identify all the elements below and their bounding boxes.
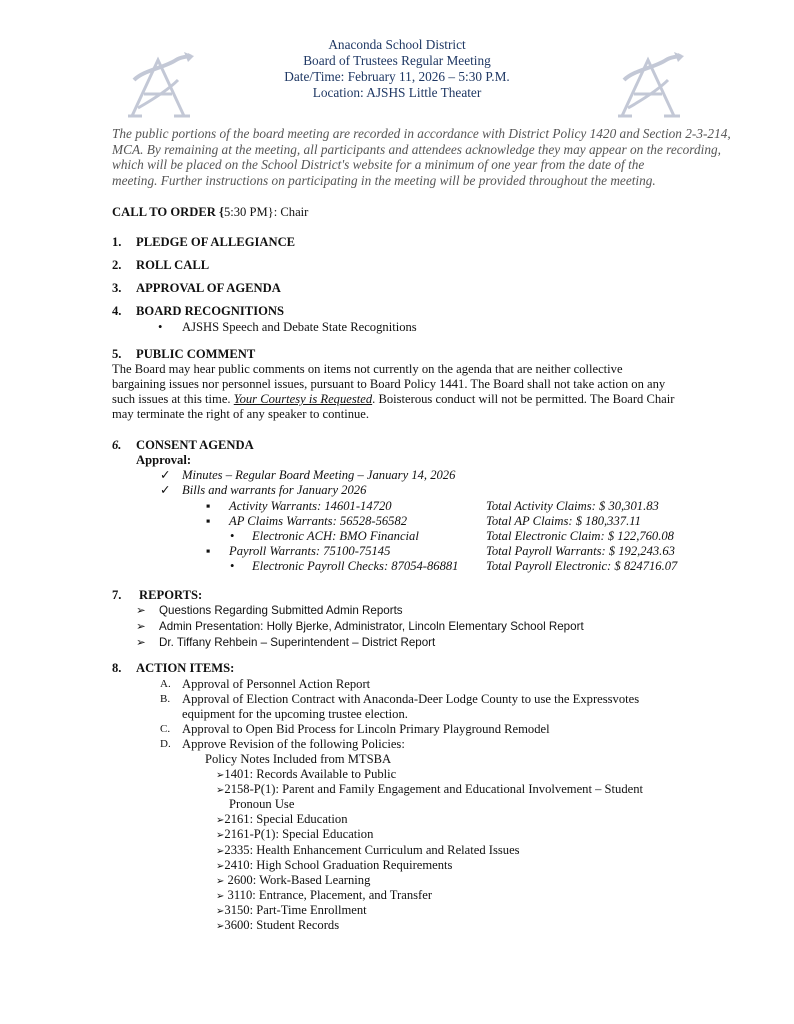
item-title-pledge: PLEDGE OF ALLEGIANCE	[136, 235, 296, 249]
report-item: Dr. Tiffany Rehbein – Superintendent – District Report	[159, 636, 436, 649]
item-number: 4.	[112, 304, 122, 318]
warrant-label: AP Claims Warrants: 56528-56582	[229, 514, 408, 528]
consent-item-minutes: Minutes – Regular Board Meeting – January 14, 2026	[182, 468, 456, 482]
meeting-location: Location: AJSHS Little Theater	[312, 85, 482, 100]
meeting-title: Board of Trustees Regular Meeting	[303, 53, 491, 68]
arrow-bullet-icon: ➢	[216, 830, 225, 841]
meeting-datetime: Date/Time: February 11, 2026 – 5:30 P.M.	[284, 69, 510, 84]
header	[200, 37, 594, 101]
policy-item: ➢2161: Special Education	[216, 812, 348, 826]
district-name: Anaconda School District	[328, 37, 466, 52]
recognition-item: AJSHS Speech and Debate State Recognitions	[182, 320, 417, 334]
arrow-bullet-icon: ➢	[216, 785, 225, 796]
item-number: 8.	[112, 661, 122, 675]
policy-item: ➢3150: Part-Time Enrollment	[216, 903, 367, 917]
action-item: Approve Revision of the following Policies:	[182, 737, 405, 751]
action-item: Approval to Open Bid Process for Lincoln Primary Playground Remodel	[182, 722, 550, 736]
consent-item-bills: Bills and warrants for January 2026	[182, 483, 367, 497]
sub-letter: D.	[160, 738, 171, 750]
call-to-order: CALL TO ORDER {5:30 PM}: Chair	[112, 205, 309, 219]
item-number: 3.	[112, 281, 122, 295]
item-number: 2.	[112, 258, 122, 272]
square-bullet-icon: ▪	[206, 514, 211, 528]
arrow-bullet-icon: ➢	[216, 876, 225, 887]
item-number: 7.	[112, 588, 122, 602]
notice-line: MCA. By remaining at the meeting, all participants and attendees acknowledge they may appear on the recording,	[112, 141, 721, 157]
item-title-public-comment: PUBLIC COMMENT	[136, 347, 256, 361]
policy-item: ➢2158-P(1): Parent and Family Engagement and Educational Involvement – Student	[216, 782, 644, 796]
warrant-label: Activity Warrants: 14601-14720	[229, 499, 392, 513]
policy-item-cont: Pronoun Use	[229, 797, 295, 811]
report-item: Questions Regarding Submitted Admin Reports	[159, 604, 403, 617]
square-bullet-icon: ▪	[206, 544, 211, 558]
report-item: Admin Presentation: Holly Bjerke, Administrator, Lincoln Elementary School Report	[159, 620, 584, 633]
recording-notice	[112, 126, 731, 188]
approval-label: Approval:	[136, 453, 192, 467]
action-item: Approval of Election Contract with Anaconda-Deer Lodge County to use the Expressvotes	[182, 692, 640, 706]
policy-note: Policy Notes Included from MTSBA	[205, 752, 392, 766]
policy-item: ➢ 2600: Work-Based Learning	[216, 873, 371, 887]
square-bullet-icon: ▪	[206, 499, 211, 513]
item-number: 6.	[112, 438, 122, 452]
arrow-bullet-icon: ➢	[216, 861, 225, 872]
arrow-bullet-icon: ➢	[216, 906, 225, 917]
anaconda-logo-right-icon	[614, 50, 686, 120]
bullet-icon: •	[158, 320, 163, 334]
courtesy-notice: Your Courtesy is Requested	[233, 392, 373, 406]
warrant-total: Total AP Claims: $ 180,337.11	[486, 514, 641, 528]
check-icon: ✓	[160, 483, 171, 497]
public-comment-text: such issues at this time. Your Courtesy is Requested. Boisterous conduct will not be permitted. The Board Chair	[112, 392, 675, 406]
item-title-action-items: ACTION ITEMS:	[136, 661, 235, 675]
arrow-bullet-icon: ➢	[136, 604, 146, 617]
warrant-label: Payroll Warrants: 75100-75145	[229, 544, 391, 558]
warrant-total: Total Activity Claims: $ 30,301.83	[486, 499, 659, 513]
policy-item: ➢3600: Student Records	[216, 918, 340, 932]
policy-item: ➢ 3110: Entrance, Placement, and Transfer	[216, 888, 433, 902]
arrow-bullet-icon: ➢	[216, 891, 225, 902]
policy-item: ➢1401: Records Available to Public	[216, 767, 397, 781]
item-title-consent-agenda: CONSENT AGENDA	[136, 438, 254, 452]
warrant-label: Electronic ACH: BMO Financial	[252, 529, 419, 543]
item-number: 1.	[112, 235, 122, 249]
warrant-total: Total Payroll Electronic: $ 824716.07	[486, 559, 678, 573]
arrow-bullet-icon: ➢	[136, 620, 146, 633]
public-comment-text: bargaining issues nor personnel issues, pursuant to Board Policy 1441. The Board shall not take action on any	[112, 377, 666, 391]
arrow-bullet-icon: ➢	[136, 636, 146, 649]
action-item-cont: equipment for the upcoming trustee election.	[182, 707, 408, 721]
bullet-icon: •	[230, 559, 235, 573]
public-comment-text: The Board may hear public comments on items not currently on the agenda that are neither collective	[112, 362, 623, 376]
check-icon: ✓	[160, 468, 171, 482]
item-title-approval-agenda: APPROVAL OF AGENDA	[136, 281, 281, 295]
policy-item: ➢2335: Health Enhancement Curriculum and Related Issues	[216, 843, 520, 857]
arrow-bullet-icon: ➢	[216, 770, 225, 781]
warrant-total: Total Payroll Warrants: $ 192,243.63	[486, 544, 675, 558]
notice-line: The public portions of the board meeting are recorded in accordance with District Policy 1420 and Section 2-3-214,	[112, 126, 731, 141]
anaconda-logo-left-icon	[124, 50, 196, 120]
sub-letter: A.	[160, 678, 171, 690]
arrow-bullet-icon: ➢	[216, 921, 225, 932]
notice-line: which will be placed on the School District's website for a minimum of one year from the date of the	[112, 157, 645, 173]
item-title-board-recognitions: BOARD RECOGNITIONS	[136, 304, 285, 318]
warrant-label: Electronic Payroll Checks: 87054-86881	[252, 559, 459, 573]
arrow-bullet-icon: ➢	[216, 815, 225, 826]
notice-line: meeting. Further instructions on participating in the meeting will be provided throughout the meeting.	[112, 172, 656, 188]
warrant-total: Total Electronic Claim: $ 122,760.08	[486, 529, 674, 543]
arrow-bullet-icon: ➢	[216, 846, 225, 857]
action-item: Approval of Personnel Action Report	[182, 677, 371, 691]
sub-letter: C.	[160, 723, 171, 735]
policy-item: ➢2161-P(1): Special Education	[216, 827, 374, 841]
item-title-reports: REPORTS:	[139, 588, 203, 602]
item-number: 5.	[112, 347, 122, 361]
bullet-icon: •	[230, 529, 235, 543]
item-title-roll-call: ROLL CALL	[136, 258, 210, 272]
policy-item: ➢2410: High School Graduation Requirements	[216, 858, 453, 872]
public-comment-text: may terminate the right of any speaker to continue.	[112, 407, 370, 421]
sub-letter: B.	[160, 693, 171, 705]
